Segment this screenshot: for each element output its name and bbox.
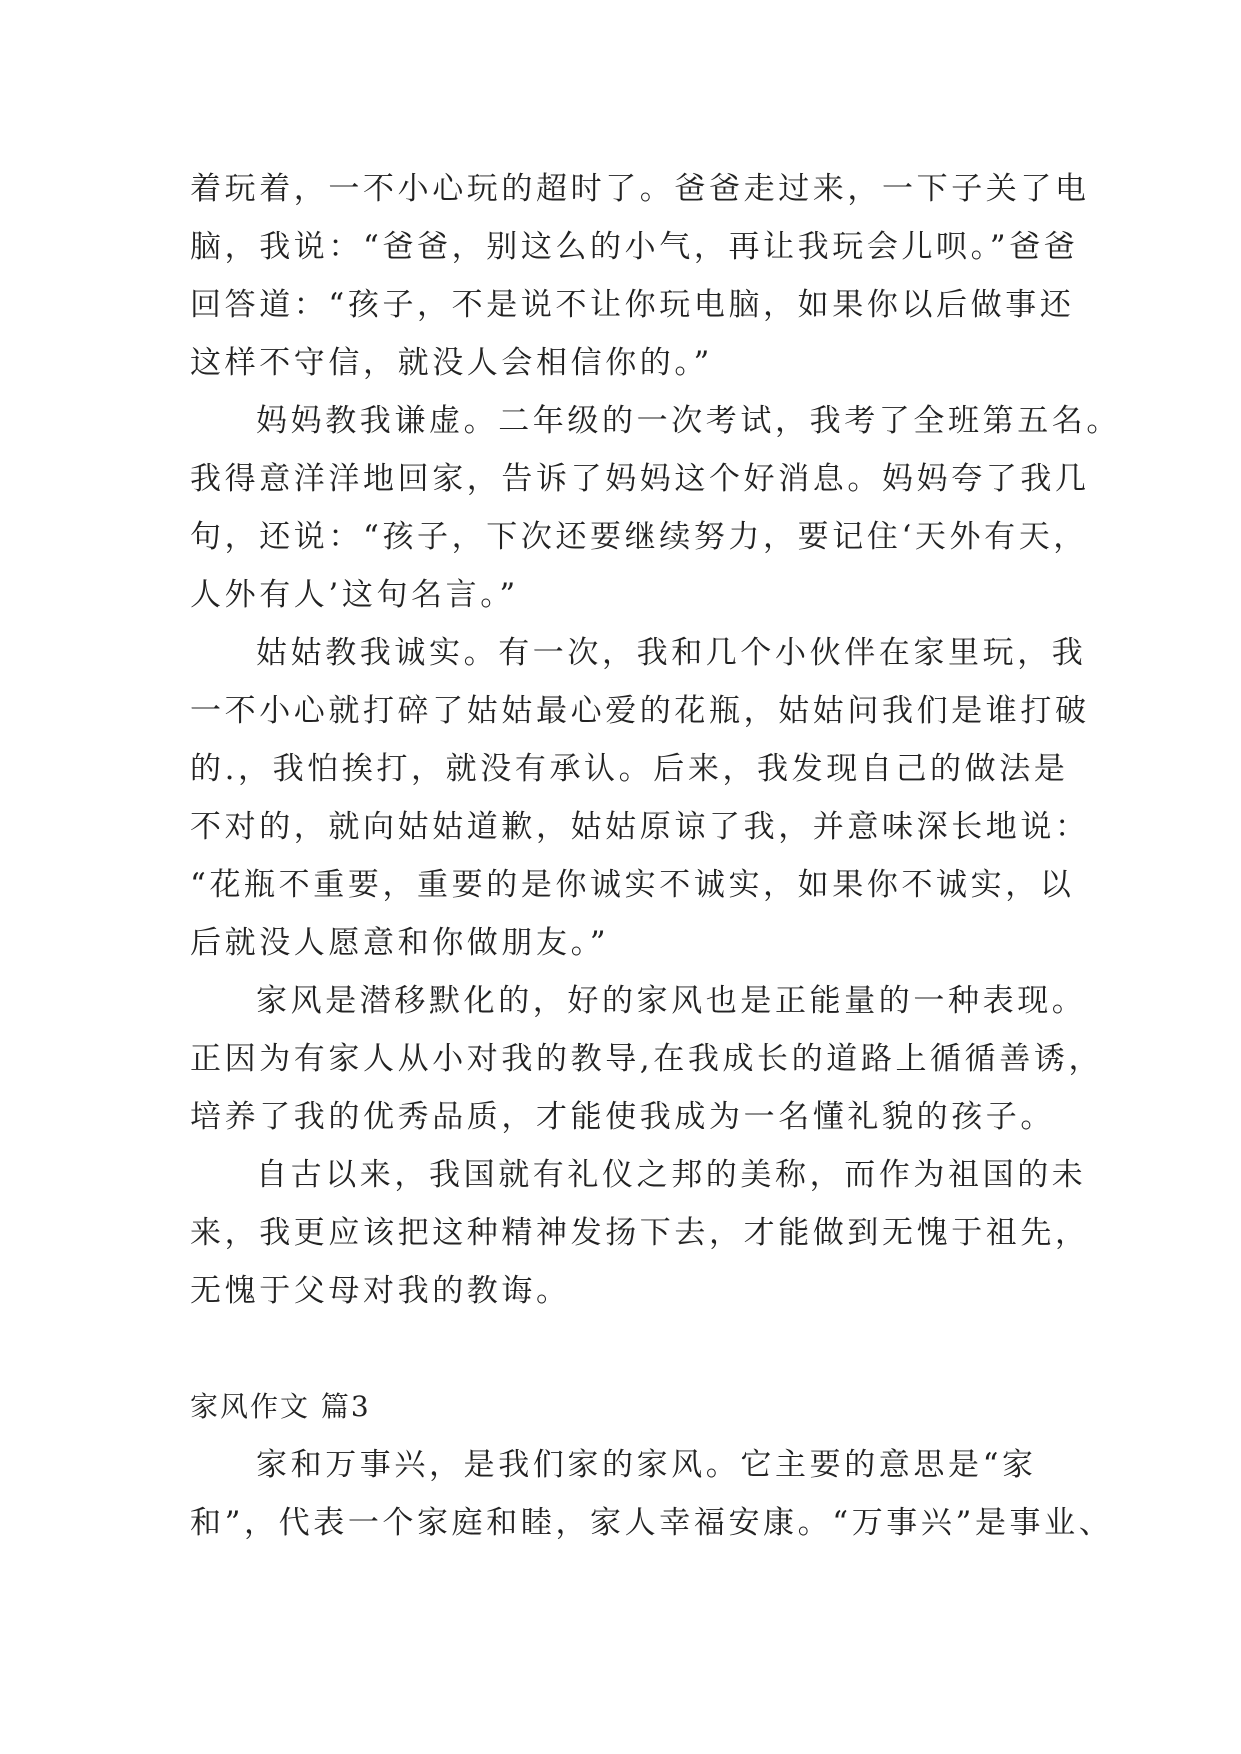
text-line: 自古以来，我国就有礼仪之邦的美称，而作为祖国的未 bbox=[256, 1157, 1087, 1193]
section-heading: 家风作文 篇3 bbox=[190, 1390, 371, 1423]
paragraph-2 bbox=[190, 392, 1121, 624]
text-line: 姑姑教我诚实。有一次，我和几个小伙伴在家里玩，我 bbox=[256, 635, 1087, 671]
text-line: 后就没人愿意和你做朋友。” bbox=[190, 925, 610, 961]
text-line: 这样不守信，就没人会相信你的。” bbox=[190, 345, 713, 381]
text-line: 一不小心就打碎了姑姑最心爱的花瓶，姑姑问我们是谁打破 bbox=[190, 693, 1090, 729]
text-line: 的.，我怕挨打，就没有承认。后来，我发现自己的做法是 bbox=[190, 751, 1069, 787]
text-line: 不对的，就向姑姑道歉，姑姑原谅了我，并意味深长地说： bbox=[190, 809, 1090, 845]
text-line: 正因为有家人从小对我的教导,在我成长的道路上循循善诱， bbox=[190, 1041, 1104, 1077]
text-line: 和”，代表一个家庭和睦，家人幸福安康。“万事兴”是事业、 bbox=[190, 1505, 1114, 1541]
text-line: 培养了我的优秀品质，才能使我成为一名懂礼貌的孩子。 bbox=[190, 1099, 1055, 1135]
text-line: 着玩着，一不小心玩的超时了。爸爸走过来，一下子关了电 bbox=[190, 171, 1090, 207]
text-line: 人外有人’这句名言。” bbox=[190, 577, 519, 613]
text-line: “花瓶不重要，重要的是你诚实不诚实，如果你不诚实，以 bbox=[190, 867, 1075, 903]
document-page bbox=[190, 160, 1121, 1552]
text-line: 妈妈教我谦虚。二年级的一次考试，我考了全班第五名。 bbox=[256, 403, 1121, 439]
text-line: 我得意洋洋地回家，告诉了妈妈这个好消息。妈妈夸了我几 bbox=[190, 461, 1090, 497]
paragraph-6 bbox=[190, 1436, 1114, 1552]
paragraph-3 bbox=[190, 624, 1090, 972]
text-line: 脑，我说：“爸爸，别这么的小气，再让我玩会儿呗。”爸爸 bbox=[190, 229, 1079, 265]
paragraph-1 bbox=[190, 160, 1090, 392]
text-line: 家风是潜移默化的，好的家风也是正能量的一种表现。 bbox=[256, 983, 1087, 1019]
text-line: 回答道：“孩子，不是说不让你玩电脑，如果你以后做事还 bbox=[190, 287, 1075, 323]
text-line: 无愧于父母对我的教诲。 bbox=[190, 1273, 571, 1309]
text-line: 来，我更应该把这种精神发扬下去，才能做到无愧于祖先， bbox=[190, 1215, 1090, 1251]
text-line: 家和万事兴，是我们家的家风。它主要的意思是“家 bbox=[256, 1447, 1037, 1483]
paragraph-4 bbox=[190, 972, 1104, 1146]
text-line: 句，还说：“孩子，下次还要继续努力，要记住‘天外有天， bbox=[190, 519, 1088, 555]
paragraph-5 bbox=[190, 1146, 1090, 1320]
